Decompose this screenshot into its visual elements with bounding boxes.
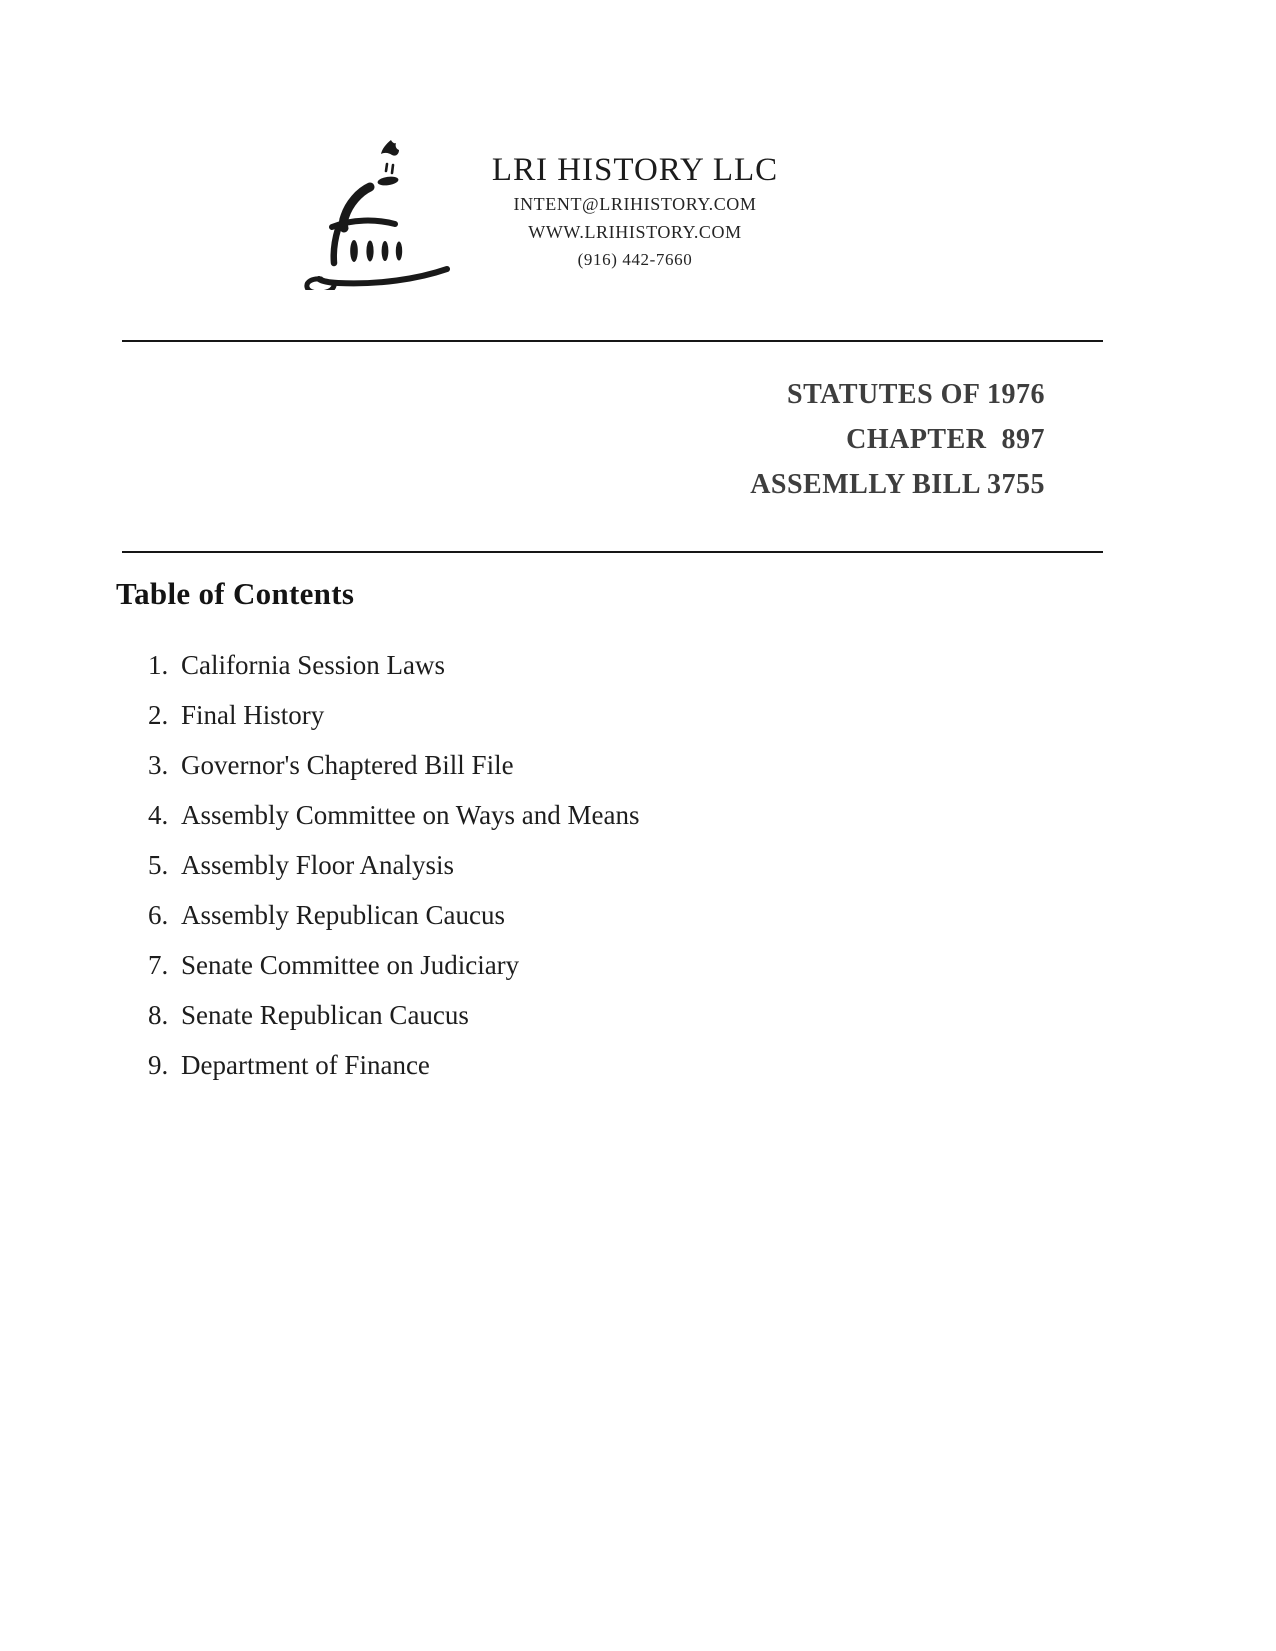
divider-top	[122, 340, 1103, 342]
toc-item-number: 1.	[148, 650, 169, 680]
toc-item-number: 7.	[148, 950, 169, 980]
company-logo	[280, 120, 450, 290]
statute-line-3: ASSEMLLY BILL 3755	[750, 469, 1045, 500]
toc-item-label: California Session Laws	[181, 650, 445, 680]
toc-item-label: Assembly Committee on Ways and Means	[181, 800, 640, 830]
toc-item-number: 8.	[148, 1000, 169, 1030]
toc-item	[148, 690, 1048, 740]
divider-bottom	[122, 551, 1103, 553]
toc-item-number: 9.	[148, 1050, 169, 1080]
contact-phone: (916) 442-7660	[577, 250, 693, 269]
toc-item-label: Senate Committee on Judiciary	[181, 950, 520, 980]
toc-item-label: Department of Finance	[181, 1050, 430, 1080]
toc-item	[148, 890, 1048, 940]
toc-item	[148, 990, 1048, 1040]
letterhead	[450, 150, 820, 274]
toc-item-label: Senate Republican Caucus	[181, 1000, 469, 1030]
toc-item	[148, 640, 1048, 690]
statute-line-1: STATUTES OF 1976	[787, 379, 1045, 410]
toc-item-label: Governor's Chaptered Bill File	[181, 750, 514, 780]
toc-item-label: Assembly Republican Caucus	[181, 900, 505, 930]
toc-item-label: Assembly Floor Analysis	[181, 850, 455, 880]
toc-item-number: 2.	[148, 700, 169, 730]
toc-item-number: 3.	[148, 750, 169, 780]
toc-item	[148, 840, 1048, 890]
statute-title-block	[750, 372, 1045, 507]
statute-line-2: CHAPTER 897	[846, 424, 1045, 455]
toc-item	[148, 740, 1048, 790]
toc-heading: Table of Contents	[116, 576, 355, 611]
toc-item	[148, 790, 1048, 840]
toc-item	[148, 940, 1048, 990]
toc-item	[148, 1040, 1048, 1090]
capitol-dome-icon	[280, 120, 450, 290]
toc-item-label: Final History	[181, 700, 325, 730]
company-name: LRI HISTORY LLC	[491, 152, 779, 188]
contact-email: INTENT@LRIHISTORY.COM	[513, 194, 757, 214]
toc-list	[148, 640, 1048, 1090]
contact-website: WWW.LRIHISTORY.COM	[528, 222, 742, 242]
toc-item-number: 6.	[148, 900, 169, 930]
toc-item-number: 4.	[148, 800, 169, 830]
toc-item-number: 5.	[148, 850, 169, 880]
